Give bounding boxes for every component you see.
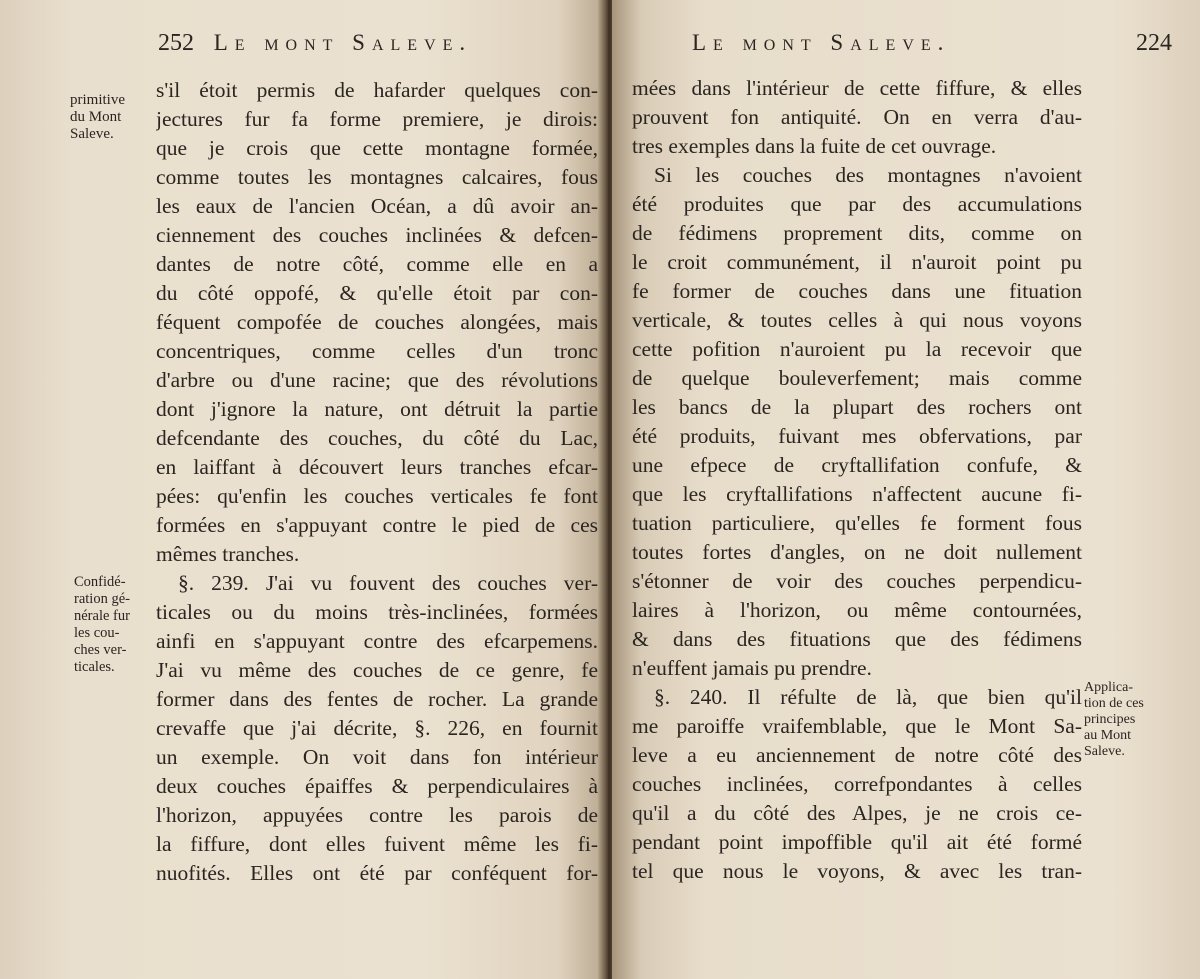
margin-note-line: ches ver- — [74, 642, 127, 658]
text-line: été produits, fuivant mes obfervations, par — [632, 424, 1082, 448]
text-line: de fédimens proprement dits, comme on — [632, 221, 1082, 245]
text-line: que les cryftallifations n'affectent aucune fi- — [632, 482, 1082, 506]
text-line: prouvent fon antiquité. On en verra d'au- — [632, 105, 1082, 129]
text-line: comme toutes les montagnes calcaires, fous — [156, 165, 598, 189]
right-running-title: Le mont Saleve. — [692, 30, 951, 55]
text-line: de quelque bouleverfement; mais comme — [632, 366, 1082, 390]
margin-note-line: principes — [1084, 712, 1136, 727]
margin-note-line: nérale fur — [74, 608, 130, 624]
text-line: concentriques, comme celles d'un tronc — [156, 339, 598, 363]
text-line: formées en s'appuyant contre le pied de ces — [156, 513, 598, 537]
margin-note-line: Applica- — [1084, 680, 1133, 695]
text-line: tel que nous le voyons, & avec les tran- — [632, 859, 1082, 883]
text-line: le croit communément, il n'auroit point pu — [632, 250, 1082, 274]
margin-note-line: du Mont — [70, 109, 122, 125]
text-line: nuofités. Elles ont été par conféquent for- — [156, 861, 598, 885]
text-line: ciennement des couches inclinées & defcen- — [156, 223, 598, 247]
left-margin-note-1 — [70, 92, 154, 143]
text-line: été produites que par des accumulations — [632, 192, 1082, 216]
text-line: laires à l'horizon, ou même contournées, — [632, 598, 1082, 622]
text-line: mêmes tranches. — [156, 542, 300, 566]
text-line: Si les couches des montagnes n'avoient — [654, 163, 1082, 187]
text-line: verticale, & toutes celles à qui nous voyons — [632, 308, 1082, 332]
text-line: me paroiffe vraifemblable, que le Mont Sa- — [632, 714, 1082, 738]
text-line: couches inclinées, correfpondantes à celles — [632, 772, 1082, 796]
text-line: n'euffent jamais pu prendre. — [632, 656, 872, 680]
margin-note-line: ration gé- — [74, 591, 130, 607]
text-line: mées dans l'intérieur de cette fiffure, & elles — [632, 76, 1082, 100]
text-line: pées: qu'enfin les couches verticales fe font — [156, 484, 598, 508]
text-line: féquent compofée de couches alongées, mais — [156, 310, 598, 334]
text-line: en laiffant à découvert leurs tranches efcar- — [156, 455, 598, 479]
left-running-head — [158, 30, 598, 60]
text-line: dantes de notre côté, comme elle en a — [156, 252, 598, 276]
text-line: J'ai vu même des couches de ce genre, fe — [156, 658, 598, 682]
text-line: tuation particuliere, qu'elles fe forment fous — [632, 511, 1082, 535]
text-line: cette pofition n'auroient pu la recevoir que — [632, 337, 1082, 361]
text-line: s'étonner de voir des couches perpendicu- — [632, 569, 1082, 593]
text-line: un exemple. On voit dans fon intérieur — [156, 745, 598, 769]
text-line: former dans des fentes de rocher. La grande — [156, 687, 598, 711]
text-line: ticales ou du moins très-inclinées, formées — [156, 600, 598, 624]
left-page-number: 252 — [158, 30, 194, 56]
text-line: fe former de couches dans une fituation — [632, 279, 1082, 303]
text-line: ainfi en s'appuyant contre des efcarpemens. — [156, 629, 598, 653]
text-line: l'horizon, appuyées contre les parois de — [156, 803, 598, 827]
text-line: d'arbre ou d'une racine; que des révolutions — [156, 368, 598, 392]
margin-note-line: ticales. — [74, 659, 115, 675]
text-line: une efpece de cryftallifation confufe, & — [632, 453, 1082, 477]
left-margin-note-2 — [74, 574, 154, 676]
right-running-head — [692, 30, 1172, 60]
margin-note-line: les cou- — [74, 625, 120, 641]
text-line: les eaux de l'ancien Océan, a dû avoir an- — [156, 194, 598, 218]
text-line: & dans des fituations que des fédimens — [632, 627, 1082, 651]
margin-note-line: Confidé- — [74, 574, 126, 590]
text-line: tres exemples dans la fuite de cet ouvrage. — [632, 134, 997, 158]
text-line: les bancs de la plupart des rochers ont — [632, 395, 1082, 419]
margin-note-line: tion de ces — [1084, 696, 1144, 711]
left-body-text — [156, 76, 598, 888]
text-line: leve a eu anciennement de notre côté des — [632, 743, 1082, 767]
margin-note-line: Saleve. — [70, 126, 114, 142]
text-line: dont j'ignore la nature, ont détruit la partie — [156, 397, 598, 421]
text-line: toutes fortes d'angles, on ne doit nullement — [632, 540, 1082, 564]
text-line: que je crois que cette montagne formée, — [156, 136, 598, 160]
text-line: crevaffe que j'ai décrite, §. 226, en fournit — [156, 716, 598, 740]
text-line: defcendante des couches, du côté du Lac, — [156, 426, 598, 450]
right-body-text — [632, 74, 1082, 886]
text-line: s'il étoit permis de hafarder quelques con- — [156, 78, 598, 102]
margin-note-line: au Mont — [1084, 728, 1132, 743]
right-page-number: 224 — [1136, 30, 1172, 56]
margin-note-line: primitive — [70, 92, 125, 108]
text-line: du côté oppofé, & qu'elle étoit par con- — [156, 281, 598, 305]
left-running-title: Le mont Saleve. — [213, 30, 473, 55]
right-margin-note-1 — [1084, 680, 1194, 760]
text-line: la fiffure, dont elles fuivent même les fi- — [156, 832, 598, 856]
text-line: §. 239. J'ai vu fouvent des couches ver- — [178, 571, 598, 595]
margin-note-line: Saleve. — [1084, 744, 1125, 759]
text-line: jectures fur fa forme premiere, je dirois: — [156, 107, 598, 131]
text-line: qu'il a du côté des Alpes, je ne crois ce- — [632, 801, 1082, 825]
text-line: pendant point impoffible qu'il ait été formé — [632, 830, 1082, 854]
text-line: §. 240. Il réfulte de là, que bien qu'il — [654, 685, 1082, 709]
text-line: deux couches épaiffes & perpendiculaires à — [156, 774, 598, 798]
right-page — [612, 0, 1200, 979]
